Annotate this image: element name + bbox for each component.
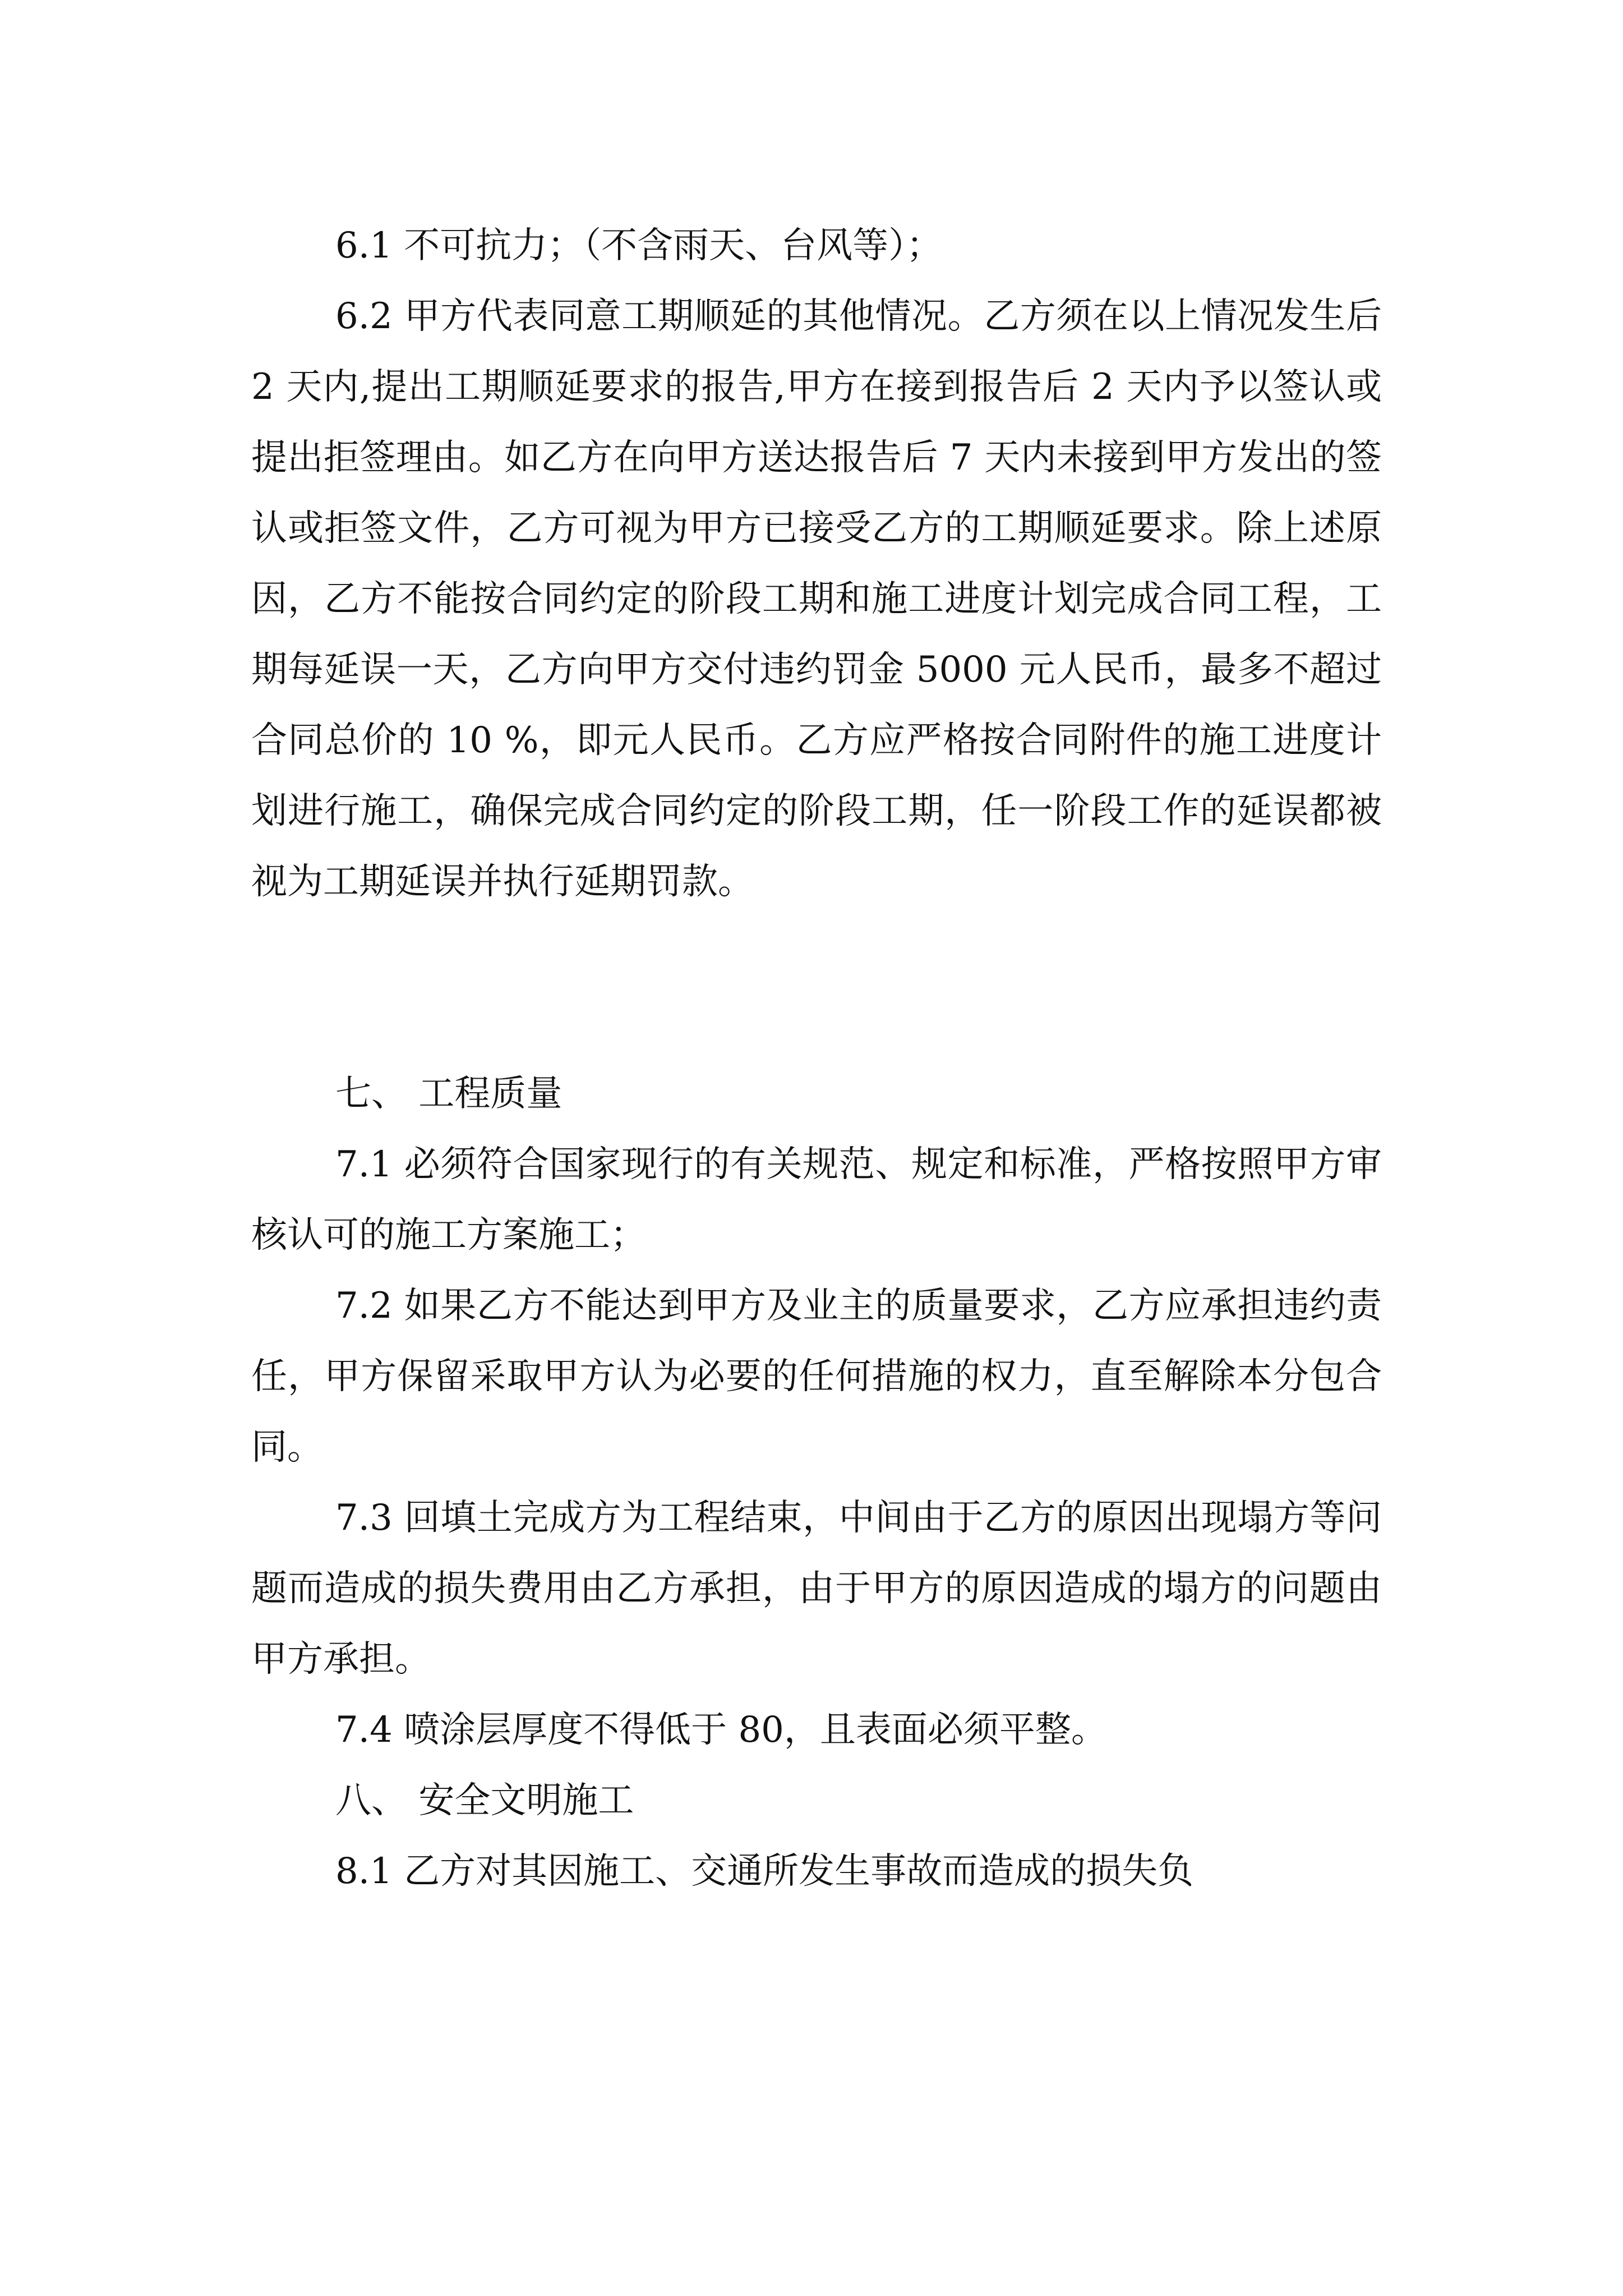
clause-7-3: 7.3 回填土完成方为工程结束，中间由于乙方的原因出现塌方等问题而造成的损失费用由乙方承担，由于甲方的原因造成的塌方的问题由甲方承担。: [251, 1497, 1382, 1680]
section-7-heading: 七、 工程质量: [335, 1073, 562, 1115]
document-page: [251, 0, 1382, 2296]
clause-7-4: 7.4 喷涂层厚度不得低于 80，且表面必须平整。: [335, 1709, 1107, 1751]
clause-7-1: 7.1 必须符合国家现行的有关规范、规定和标准，严格按照甲方审核认可的施工方案施工；: [251, 1144, 1382, 1256]
clause-6-1: 6.1 不可抗力；（不含雨天、台风等）；: [335, 225, 943, 266]
clause-8-1: 8.1 乙方对其因施工、交通所发生事故而造成的损失负: [335, 1851, 1194, 1892]
clause-6-2: 6.2 甲方代表同意工期顺延的其他情况。乙方须在以上情况发生后 2 天内,提出工期顺延要求的报告,甲方在接到报告后 2 天内予以签认或提出拒签理由。如乙方在向甲方送达报告后 7 天内未接到甲方发出的签认或拒签文件，乙方可视为甲方已接受乙方的工期顺延要求。除上述原因，乙方不能按合同约定的阶段工期和施工进度计划完成合同工程，工期每延误一天，乙方向甲方交付违约罚金 5000 元人民币，最多不超过合同总价的 10 %，即元人民币。乙方应严格按合同附件的施工进度计划进行施工，确保完成合同约定的阶段工期，任一阶段工作的延误都被视为工期延误并执行延期罚款。: [251, 296, 1382, 903]
section-8-heading: 八、 安全文明施工: [335, 1780, 634, 1821]
clause-7-2: 7.2 如果乙方不能达到甲方及业主的质量要求，乙方应承担违约责任，甲方保留采取甲方认为必要的任何措施的权力，直至解除本分包合同。: [251, 1285, 1382, 1468]
